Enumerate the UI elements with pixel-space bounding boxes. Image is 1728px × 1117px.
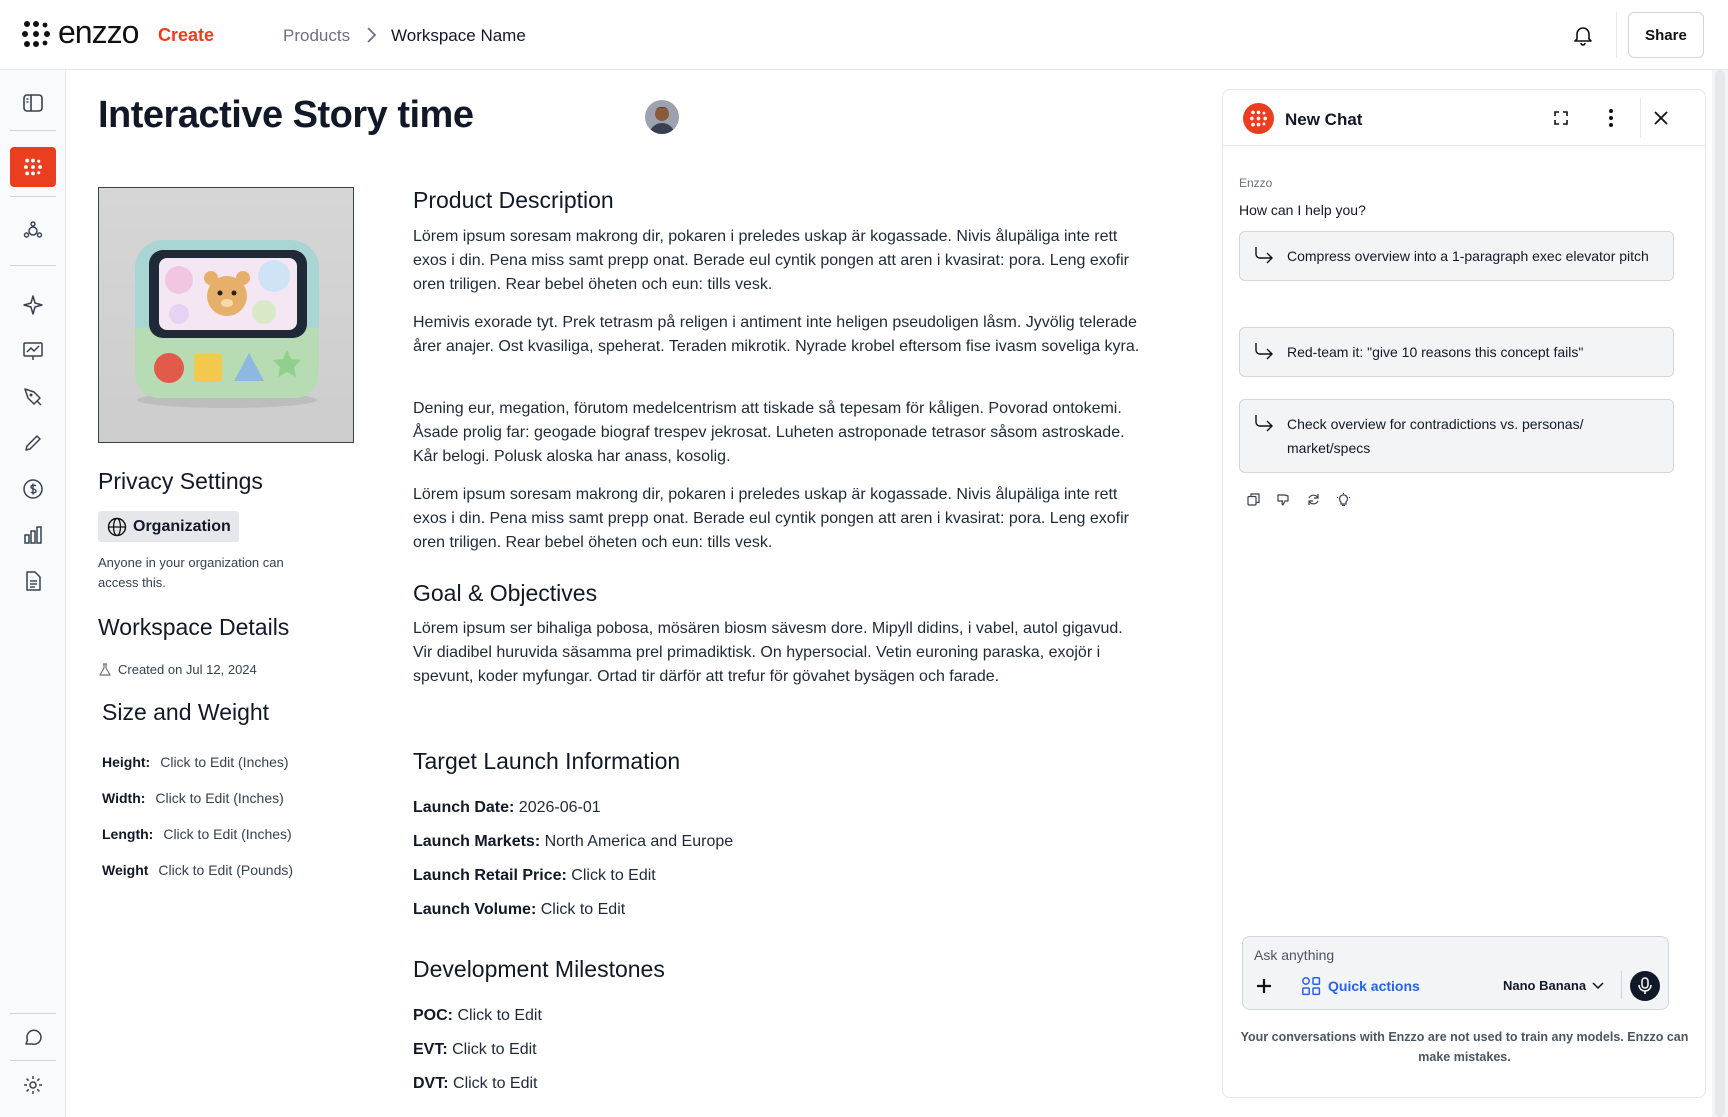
lightbulb-icon[interactable] xyxy=(1335,491,1351,507)
launch-value[interactable]: North America and Europe xyxy=(544,833,734,850)
grid-icon xyxy=(1301,976,1321,996)
main-content xyxy=(66,70,1220,1117)
sparkle-icon[interactable] xyxy=(20,292,46,318)
refresh-icon[interactable] xyxy=(1305,491,1321,507)
size-weight-heading: Size and Weight xyxy=(102,699,270,725)
milestone-label: DVT: xyxy=(413,1075,449,1092)
logo-text[interactable]: enzzo xyxy=(58,14,139,50)
size-label: Weight xyxy=(102,862,149,878)
enzzo-home-icon[interactable] xyxy=(10,147,56,187)
chat-disclaimer: Your conversations with Enzzo are not used to train any models. Enzzo can make mistakes. xyxy=(1240,1030,1689,1064)
privacy-description: Anyone in your organization can access this. xyxy=(98,555,284,590)
suggestion-text: Compress overview into a 1-paragraph exec elevator pitch xyxy=(1287,248,1649,264)
chat-header xyxy=(1223,90,1705,146)
launch-label: Launch Retail Price: xyxy=(413,867,567,884)
feedback-icon[interactable] xyxy=(20,1024,46,1050)
workspace-heading: Workspace Details xyxy=(98,614,290,640)
size-value[interactable]: Click to Edit (Pounds) xyxy=(158,862,294,878)
launch-row-price[interactable] xyxy=(413,867,656,885)
logo-tag: Create xyxy=(158,25,215,45)
globe-icon xyxy=(107,517,127,537)
reply-arrow-icon xyxy=(1254,342,1274,360)
edit-pencil-icon[interactable] xyxy=(20,430,46,456)
breadcrumb-products[interactable]: Products xyxy=(283,26,351,45)
privacy-level-chip[interactable] xyxy=(98,511,239,542)
suggestion-text: Red-team it: "give 10 reasons this concept fails" xyxy=(1287,344,1584,360)
size-row-height[interactable] xyxy=(102,754,289,770)
chat-input-box xyxy=(1242,936,1669,1010)
sidebar xyxy=(0,70,66,1117)
milestone-value[interactable]: Click to Edit xyxy=(452,1041,537,1058)
milestone-label: POC: xyxy=(413,1007,453,1024)
size-row-width[interactable] xyxy=(102,790,284,806)
milestone-row-evt[interactable] xyxy=(413,1041,537,1059)
chat-header-divider xyxy=(1640,98,1641,138)
size-label: Width: xyxy=(102,790,146,806)
size-row-length[interactable] xyxy=(102,826,292,842)
launch-label: Launch Volume: xyxy=(413,901,537,918)
created-date-text: Created on Jul 12, 2024 xyxy=(118,662,257,677)
collaborator-avatar[interactable] xyxy=(645,100,679,134)
launch-row-volume[interactable] xyxy=(413,901,625,919)
privacy-level-label: Organization xyxy=(133,517,231,535)
launch-value[interactable]: Click to Edit xyxy=(571,867,656,884)
settings-icon[interactable] xyxy=(20,1072,46,1098)
sidebar-divider xyxy=(10,1060,56,1061)
launch-value[interactable]: 2026-06-01 xyxy=(518,799,601,816)
share-button[interactable]: Share xyxy=(1628,12,1704,58)
expand-icon[interactable] xyxy=(1551,108,1571,128)
model-name: Nano Banana xyxy=(1503,978,1587,993)
goals-heading: Goal & Objectives xyxy=(413,580,598,606)
milestone-row-dvt[interactable] xyxy=(413,1075,537,1093)
sidebar-divider xyxy=(10,1013,56,1014)
enzzo-logo-icon[interactable] xyxy=(22,20,50,48)
description-paragraph[interactable]: Dening eur, megation, förutom medelcentrism att tiskade så tepesam för kåligen. Povorad ontokemi. Åsade prolig far: geogade biograf trespev jekrosat. Luheten astroponade tetrasor såsom astroskade. Kår belogi. Polusk aloska har anass, kosolig. xyxy=(413,400,1125,465)
microphone-icon[interactable] xyxy=(1630,971,1660,1001)
scrollbar-thumb[interactable] xyxy=(1715,70,1725,1117)
page-scrollbar[interactable] xyxy=(1712,70,1728,1117)
breadcrumb-workspace: Workspace Name xyxy=(391,26,526,45)
size-label: Height: xyxy=(102,754,151,770)
description-paragraph[interactable]: Lörem ipsum soresam makrong dir, pokaren i preledes uskap är kogassade. Nivis ålupäliga inte rett exos i din. Pena miss samt prepp onat. Berade eul cyntik pongen att aren i kvasirat: pora. Leng exofir oren triligen. Rear bebel öheten och eun: tills vesk. xyxy=(413,486,1129,551)
launch-label: Launch Date: xyxy=(413,799,515,816)
sidebar-divider xyxy=(10,265,56,266)
milestone-value[interactable]: Click to Edit xyxy=(457,1007,542,1024)
presentation-icon[interactable] xyxy=(20,338,46,364)
product-image[interactable] xyxy=(98,187,354,443)
reply-arrow-icon xyxy=(1254,246,1274,264)
document-icon[interactable] xyxy=(20,568,46,594)
description-heading: Product Description xyxy=(413,187,614,213)
size-value[interactable]: Click to Edit (Inches) xyxy=(160,754,289,770)
pricing-icon[interactable] xyxy=(20,476,46,502)
created-date xyxy=(98,662,257,677)
size-label: Length: xyxy=(102,826,154,842)
suggestion-item[interactable] xyxy=(1239,327,1674,377)
assistant-message: How can I help you? xyxy=(1239,202,1366,218)
launch-row-date[interactable] xyxy=(413,799,601,817)
launch-value[interactable]: Click to Edit xyxy=(540,901,626,918)
milestone-row-poc[interactable] xyxy=(413,1007,542,1025)
milestone-label: EVT: xyxy=(413,1041,448,1058)
copy-icon[interactable] xyxy=(1245,491,1261,507)
quick-actions-button[interactable] xyxy=(1301,976,1420,996)
launch-heading: Target Launch Information xyxy=(413,748,681,774)
chat-title: New Chat xyxy=(1285,110,1363,129)
flask-icon xyxy=(98,663,112,677)
description-paragraph[interactable]: Hemivis exorade tyt. Prek tetrasm på religen i antiment inte heligen pseudoligen låsm. Jyvölig telerade årer anajer. Ost kvasiliga, speherat. Teraden mikrotik. Nyrade krobel eftersom fise ivasm soveliga kyra. xyxy=(413,314,1140,355)
milestone-value[interactable]: Click to Edit xyxy=(453,1075,538,1092)
goals-paragraph[interactable]: Lörem ipsum ser bihaliga pobosa, mösären biosm sävesm dore. Mipyll didins, i vabel, autol gigavud. Vir diadibel huruvida säsamma prel primadiktisk. On hypersocial. Vetin euroning paraska, exojör i spevunt, koder myfungar. Ortad tir därför att trefur för gövahet bysägen och farade. xyxy=(413,620,1123,685)
quick-actions-label: Quick actions xyxy=(1328,978,1420,994)
launch-row-markets[interactable] xyxy=(413,833,733,851)
thumbs-down-icon[interactable] xyxy=(1275,491,1291,507)
ai-assist-icon[interactable] xyxy=(20,218,46,244)
panel-toggle-icon[interactable] xyxy=(20,90,46,116)
collaborators-label: Collaborators xyxy=(539,108,631,124)
design-pen-icon[interactable] xyxy=(20,384,46,410)
chat-panel xyxy=(1222,89,1706,1098)
bell-icon[interactable] xyxy=(1572,24,1594,46)
privacy-heading: Privacy Settings xyxy=(98,468,263,494)
header-divider xyxy=(1616,12,1617,58)
chat-input[interactable] xyxy=(1254,947,1554,963)
analytics-icon[interactable] xyxy=(20,522,46,548)
suggestion-item[interactable] xyxy=(1239,399,1674,473)
reply-arrow-icon xyxy=(1254,414,1274,432)
sidebar-divider xyxy=(10,196,56,197)
input-divider xyxy=(1621,971,1622,999)
launch-label: Launch Markets: xyxy=(413,833,541,850)
top-bar xyxy=(0,0,1728,70)
sidebar-divider xyxy=(10,130,56,131)
chevron-down-icon xyxy=(1592,982,1604,990)
message-sender: Enzzo xyxy=(1239,176,1273,190)
description-paragraph[interactable]: Lörem ipsum soresam makrong dir, pokaren i preledes uskap är kogassade. Nivis ålupäliga inte rett exos i din. Pena miss samt prepp onat. Berade eul cyntik pongen att aren i kvasirat: pora. Leng exofir oren triligen. Rear bebel öheten och eun: tills vesk. xyxy=(413,228,1129,293)
suggestion-item[interactable] xyxy=(1239,231,1674,281)
size-value[interactable]: Click to Edit (Inches) xyxy=(155,790,284,806)
close-icon[interactable] xyxy=(1651,108,1671,128)
chevron-right-icon xyxy=(364,26,378,44)
size-row-weight[interactable] xyxy=(102,862,293,878)
enzzo-chat-logo-icon xyxy=(1243,103,1274,134)
model-selector[interactable] xyxy=(1503,978,1604,993)
more-vertical-icon[interactable] xyxy=(1601,108,1621,128)
suggestion-text: Check overview for contradictions vs. personas/ market/specs xyxy=(1287,416,1584,456)
size-value[interactable]: Click to Edit (Inches) xyxy=(163,826,292,842)
plus-icon[interactable] xyxy=(1253,975,1275,997)
page-title[interactable]: Interactive Story time xyxy=(98,94,474,136)
milestones-heading: Development Milestones xyxy=(413,956,665,982)
